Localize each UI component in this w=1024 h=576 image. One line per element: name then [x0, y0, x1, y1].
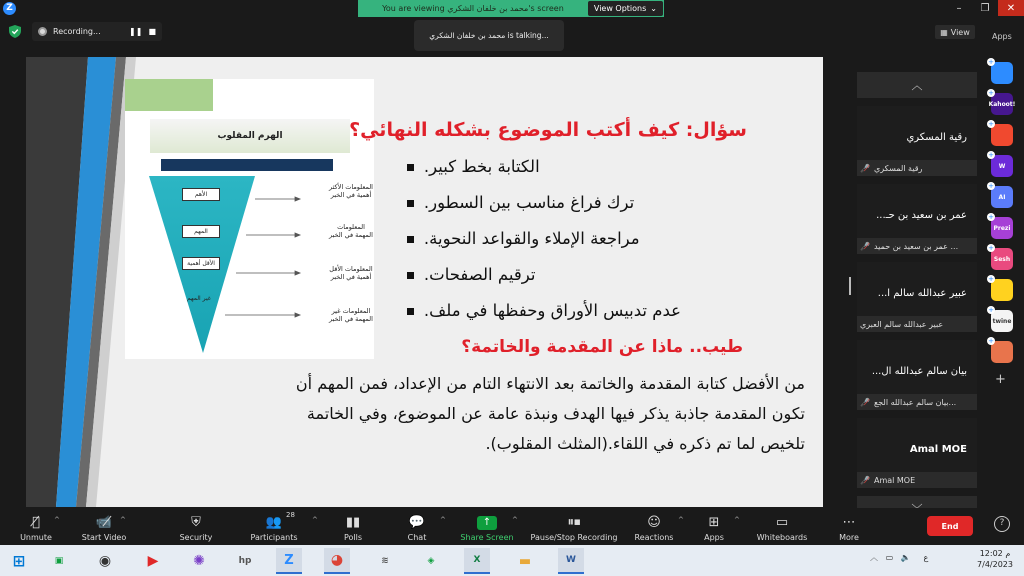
participant-name: عمر بن سعيد بن حـ... — [876, 210, 967, 221]
participant-label: بيان سالم عبدالله الجع... — [873, 397, 957, 407]
pyramid-level-important: المهم — [182, 225, 220, 238]
bullet-square-icon — [407, 308, 414, 315]
app-icon-orange[interactable] — [988, 120, 1013, 146]
polls-button[interactable] — [338, 508, 368, 545]
volume-icon[interactable]: 🔈 — [900, 553, 911, 562]
app-label: Sesh — [993, 255, 1011, 263]
chrome-taskbar-icon[interactable]: ◕ — [324, 548, 350, 574]
video-off-icon: 📹̸ — [95, 515, 113, 530]
unmute-label: Unmute — [20, 533, 52, 542]
inverted-pyramid-figure — [125, 79, 374, 359]
bullet-text: الكتابة بخط كبير. — [423, 157, 540, 176]
end-meeting-button[interactable]: End — [927, 516, 973, 536]
zoom-logo-icon: Z — [3, 2, 16, 15]
camera-app-icon[interactable]: ◉ — [98, 553, 112, 569]
start-video-button[interactable] — [78, 508, 130, 545]
shield-icon[interactable] — [9, 25, 21, 38]
ellipsis-icon: ⋯ — [842, 515, 856, 530]
bullet-item — [407, 297, 681, 333]
participant-tile[interactable] — [857, 262, 977, 332]
participant-name: عبير عبدالله سالم ا... — [877, 288, 967, 299]
participant-label: Amal MOE — [873, 475, 916, 485]
word-taskbar-icon[interactable]: W — [558, 548, 584, 574]
pause-stop-icon: ⏸⏹ — [567, 515, 581, 530]
zoom-taskbar-icon[interactable]: Z — [276, 548, 302, 574]
add-app-badge-icon: + — [988, 151, 994, 159]
app-icon-yellow[interactable] — [988, 275, 1013, 301]
add-app-badge-icon: + — [988, 58, 994, 66]
pyramid-level-most-important: الأهم — [182, 188, 220, 201]
bullet-item — [407, 153, 681, 189]
security-button[interactable] — [176, 508, 216, 545]
minimize-button[interactable]: – — [956, 2, 962, 14]
share-screen-button[interactable] — [458, 508, 516, 545]
polls-label: Polls — [343, 533, 363, 542]
participant-label: عبير عبدالله سالم العبري — [860, 319, 944, 329]
input-language[interactable]: ع — [923, 553, 929, 562]
app-icon-zoom-apps[interactable] — [988, 58, 1013, 84]
active-speaker-indicator — [414, 20, 564, 51]
bullet-square-icon — [407, 164, 414, 171]
shield-icon: ⛨ — [191, 515, 201, 530]
paragraph-line: من الأفضل كتابة المقدمة والخاتمة بعد الانتهاء التام من الإعداد، فمن المهم أن — [295, 374, 805, 393]
bullet-item — [407, 189, 681, 225]
mic-muted-icon: 🎤̸ — [860, 241, 870, 251]
chat-button[interactable] — [402, 508, 432, 545]
reactions-label: Reactions — [634, 533, 674, 542]
active-speaker-text: محمد بن خلفان الشكري is talking... — [429, 31, 549, 40]
caret-up-icon[interactable]: ^ — [120, 516, 126, 524]
paragraph-line: تكون المقدمة جاذبة يذكر فيها الهدف ونبذة عامة عن الموضوع، وفي الخاتمة — [306, 404, 805, 423]
participant-tile[interactable] — [857, 184, 977, 254]
participants-icon: 👥 — [265, 515, 283, 530]
figure-title: الهرم المقلوب — [150, 119, 350, 153]
slide-question-2: طيب.. ماذا عن المقدمة والخاتمة؟ — [461, 337, 743, 357]
view-options-button[interactable] — [588, 1, 663, 16]
more-button[interactable] — [834, 508, 864, 545]
app-icon-w[interactable] — [988, 151, 1013, 177]
mic-muted-icon: 🎤̸ — [860, 475, 870, 485]
add-app-badge-icon: + — [988, 244, 994, 252]
view-button-label: View — [950, 27, 970, 37]
apps-button[interactable] — [700, 508, 728, 545]
add-app-badge-icon: + — [988, 182, 994, 190]
add-app-badge-icon: + — [988, 337, 994, 345]
restore-button[interactable]: ❐ — [980, 2, 990, 14]
bullet-item — [407, 261, 681, 297]
caret-up-icon[interactable]: ^ — [440, 516, 446, 524]
slide-question-1: سؤال: كيف أكتب الموضوع بشكله النهائي؟ — [349, 119, 747, 141]
chevron-down-icon: ⌄ — [650, 4, 657, 13]
chevron-up-icon[interactable]: ︿ — [870, 553, 878, 562]
apps-toolbar-label: Apps — [704, 533, 724, 542]
pyramid-level-less-important: الأقل أهمية — [182, 257, 220, 270]
participant-footer — [857, 238, 977, 254]
app-label: Kahoot! — [988, 100, 1016, 108]
app-taskbar-icon[interactable]: ≋ — [381, 556, 389, 566]
viewing-banner-text: You are viewing محمد بن خلفان الشكري's screen — [382, 4, 564, 13]
viewing-banner — [358, 0, 664, 17]
apps-label[interactable]: Apps — [992, 32, 1012, 41]
share-screen-label: Share Screen — [460, 533, 514, 542]
recording-label: Recording... — [53, 27, 101, 36]
slide-paragraph — [115, 369, 805, 459]
add-app-badge-icon: + — [988, 306, 994, 314]
youtube-app-icon[interactable]: ▶ — [147, 553, 159, 569]
participant-tile[interactable] — [857, 106, 977, 176]
clock-date: 7/4/2023 — [977, 560, 1013, 569]
app-icon-twine[interactable] — [988, 306, 1013, 332]
app-label: W — [998, 162, 1006, 170]
stop-recording-icon[interactable]: ■ — [148, 27, 156, 36]
start-video-label: Start Video — [81, 533, 127, 542]
participant-name: رقية المسكري — [906, 132, 967, 143]
participant-label: رقية المسكري — [873, 163, 923, 173]
bullet-text: عدم تدبيس الأوراق وحفظها في ملف. — [423, 301, 681, 320]
pyramid-note-2: المعلومات المهمة في الخبر — [329, 223, 373, 240]
view-button[interactable] — [935, 25, 975, 39]
participants-label: Participants — [250, 533, 298, 542]
grid-view-icon: ▦ — [940, 27, 948, 37]
pyramid-note-3: المعلومات الأقل أهمية في الخبر — [329, 265, 373, 282]
help-icon[interactable]: ? — [994, 516, 1010, 532]
participant-footer — [857, 160, 977, 176]
bullet-square-icon — [407, 236, 414, 243]
pyramid-note-4: المعلومات غير المهمة في الخبر — [329, 307, 373, 324]
apps-rail — [987, 58, 1017, 387]
bullet-text: ترك فراغ مناسب بين السطور. — [423, 193, 635, 212]
app-icon-sesh[interactable] — [988, 244, 1013, 270]
participant-tile[interactable] — [857, 418, 977, 488]
unmute-button[interactable] — [14, 508, 58, 545]
app-icon-prezi[interactable] — [988, 213, 1013, 239]
bar-chart-icon: ▮▮ — [345, 515, 361, 530]
add-app-badge-icon: + — [988, 120, 994, 128]
chat-label: Chat — [407, 533, 427, 542]
view-options-label: View Options — [593, 4, 647, 13]
hp-app-icon[interactable]: hp — [238, 556, 252, 566]
security-label: Security — [179, 533, 213, 542]
bullet-square-icon — [407, 272, 414, 279]
recording-dot-icon — [38, 27, 47, 36]
app-icon-kahoot[interactable] — [988, 89, 1016, 115]
whiteboards-button[interactable] — [754, 508, 810, 545]
more-label: More — [839, 533, 859, 542]
bullet-text: مراجعة الإملاء والقواعد النحوية. — [423, 229, 640, 248]
app-icon-grid[interactable] — [988, 337, 1013, 363]
paragraph-line: تلخيص لما تم ذكره في اللقاء.(المثلث المقلوب). — [485, 434, 805, 453]
network-icon[interactable]: ▭ — [885, 553, 894, 562]
caret-up-icon[interactable]: ^ — [678, 516, 684, 524]
add-app-badge-icon: + — [988, 213, 994, 221]
chat-bubble-icon: 💬 — [408, 515, 426, 530]
pyramid-note-1: المعلومات الأكثر أهمية في الخبر — [329, 183, 373, 200]
pause-stop-recording-button[interactable] — [528, 508, 620, 545]
add-app-plus-icon[interactable]: + — [995, 372, 1006, 387]
participant-footer — [857, 394, 977, 410]
app-label: Prezi — [993, 224, 1011, 232]
window-controls — [946, 0, 1024, 16]
system-tray — [870, 552, 928, 563]
teal-app-icon[interactable]: ◈ — [427, 556, 435, 566]
close-button[interactable]: ✕ — [998, 0, 1024, 16]
apps-grid-icon: ⊞ — [708, 515, 720, 530]
chevron-up-icon: ︿ — [911, 79, 923, 92]
whiteboard-icon: ▭ — [775, 515, 789, 530]
participant-footer — [857, 472, 977, 488]
participant-label: عمر بن سعيد بن حميد ... — [873, 241, 959, 251]
add-app-badge-icon: + — [988, 275, 994, 283]
file-explorer-icon[interactable]: ▬ — [518, 553, 532, 569]
store-app-icon[interactable]: ▣ — [54, 556, 64, 566]
caret-up-icon[interactable]: ^ — [734, 516, 740, 524]
shared-screen-slide — [26, 57, 823, 507]
participants-count: 28 — [286, 511, 295, 519]
caret-up-icon[interactable]: ^ — [54, 516, 60, 524]
bullet-text: ترقيم الصفحات. — [423, 265, 536, 284]
title-bar — [0, 0, 1024, 18]
app-icon-ai[interactable] — [988, 182, 1013, 208]
excel-taskbar-icon[interactable]: X — [464, 548, 490, 574]
share-arrow-icon: ↑ — [477, 516, 497, 530]
taskbar-clock[interactable] — [975, 548, 1015, 570]
caret-up-icon[interactable]: ^ — [312, 516, 318, 524]
bullet-item — [407, 225, 681, 261]
clock-time: 12:02 م — [979, 549, 1011, 558]
caret-up-icon[interactable]: ^ — [512, 516, 518, 524]
reactions-button[interactable] — [632, 508, 676, 545]
participant-name: بيان سالم عبدالله ال... — [871, 366, 967, 377]
participant-footer — [857, 316, 977, 332]
gallery-resize-handle[interactable] — [849, 277, 851, 295]
bullet-square-icon — [407, 200, 414, 207]
whiteboards-label: Whiteboards — [756, 533, 808, 542]
slide-bullet-list — [407, 153, 681, 333]
pause-recording-icon[interactable]: ❚❚ — [129, 27, 143, 36]
smiley-plus-icon: ☺ — [647, 515, 661, 530]
add-app-badge-icon: + — [988, 89, 994, 97]
colorful-app-icon[interactable]: ✺ — [193, 553, 205, 569]
pause-stop-recording-label: Pause/Stop Recording — [530, 533, 618, 542]
participant-name: Amal MOE — [909, 444, 967, 455]
mic-muted-icon: 🎤̸ — [860, 163, 870, 173]
app-label: AI — [998, 193, 1006, 201]
mic-muted-icon: 🎤̸ — [860, 397, 870, 407]
participant-tile[interactable] — [857, 340, 977, 410]
meeting-toolbar — [0, 508, 1024, 545]
gallery-scroll-up-button[interactable] — [857, 72, 977, 98]
recording-indicator — [32, 22, 162, 41]
participant-gallery — [857, 72, 977, 492]
mic-off-icon: 🎙̸ — [32, 515, 40, 530]
app-label: twine — [992, 317, 1012, 325]
pyramid-level-unimportant: غير المهم — [187, 295, 211, 302]
windows-start-icon[interactable]: ⊞ — [12, 552, 26, 570]
